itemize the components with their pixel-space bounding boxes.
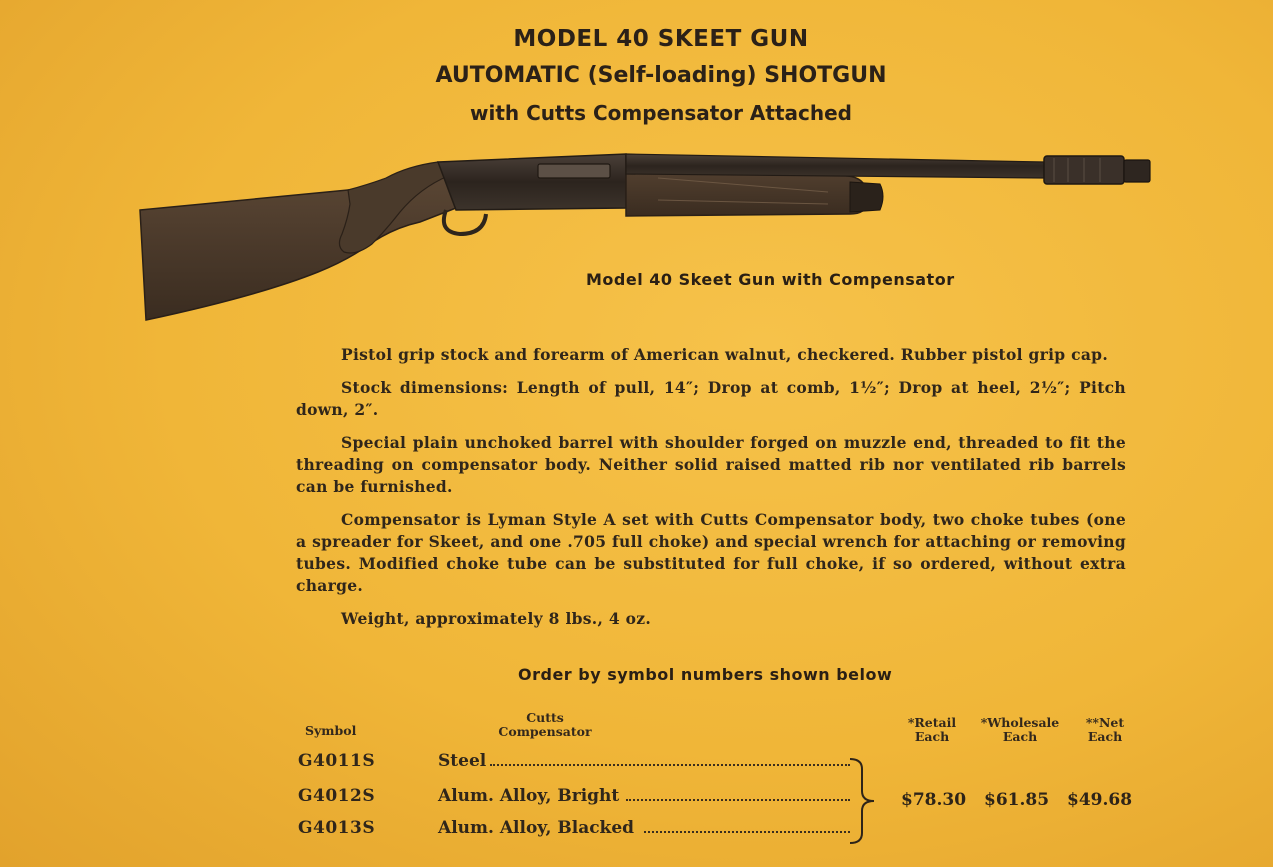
header-retail: *Retail Each bbox=[907, 715, 957, 744]
page-subtitle: AUTOMATIC (Self-loading) SHOTGUN bbox=[435, 63, 887, 88]
paragraph-weight: Weight, approximately 8 lbs., 4 oz. bbox=[341, 609, 652, 628]
illustration-caption: Model 40 Skeet Gun with Compensator bbox=[586, 270, 955, 289]
row-description: Alum. Alloy, Blacked bbox=[438, 818, 635, 838]
paragraph-compensator: Compensator is Lyman Style A set with Cutts Compensator body, two choke tubes (one a spreader for Skeet, and one .705 full choke) and special wrench for attaching or removing tubes. Modified choke tube can be substituted for full choke, if so ordered, without extra charge. bbox=[296, 510, 1126, 595]
price-net: $49.68 bbox=[1067, 790, 1133, 810]
header-net: **Net Each bbox=[1085, 715, 1125, 744]
leader-dots bbox=[644, 831, 850, 833]
table-row bbox=[298, 818, 858, 842]
row-symbol: G4011S bbox=[298, 751, 376, 771]
table-row bbox=[298, 751, 858, 775]
curly-brace-icon bbox=[846, 757, 882, 845]
row-symbol: G4013S bbox=[298, 818, 376, 838]
price-retail: $78.30 bbox=[901, 790, 967, 810]
header-cutts-compensator: Cutts Compensator bbox=[498, 710, 592, 739]
header-symbol: Symbol bbox=[305, 723, 357, 738]
shotgun-illustration bbox=[138, 148, 1154, 326]
leader-dots bbox=[626, 799, 850, 801]
page-subtitle-secondary: with Cutts Compensator Attached bbox=[470, 101, 852, 125]
product-description bbox=[296, 344, 1126, 641]
price-wholesale: $61.85 bbox=[984, 790, 1050, 810]
page-title: MODEL 40 SKEET GUN bbox=[513, 26, 809, 52]
row-description: Alum. Alloy, Bright bbox=[438, 786, 620, 806]
order-note: Order by symbol numbers shown below bbox=[518, 665, 893, 684]
paragraph-stock: Pistol grip stock and forearm of American walnut, checkered. Rubber pistol grip cap. bbox=[341, 345, 1109, 364]
row-description: Steel bbox=[438, 751, 487, 771]
paragraph-barrel: Special plain unchoked barrel with shoulder forged on muzzle end, threaded to fit the threading on compensator body. Neither solid raised matted rib nor ventilated rib barrels can be furnished. bbox=[296, 433, 1126, 496]
paragraph-dimensions: Stock dimensions: Length of pull, 14″; Drop at comb, 1½″; Drop at heel, 2½″; Pitch down, 2″. bbox=[296, 378, 1126, 419]
table-row bbox=[298, 786, 858, 810]
row-symbol: G4012S bbox=[298, 786, 376, 806]
leader-dots bbox=[490, 764, 850, 766]
header-wholesale: *Wholesale Each bbox=[980, 715, 1060, 744]
